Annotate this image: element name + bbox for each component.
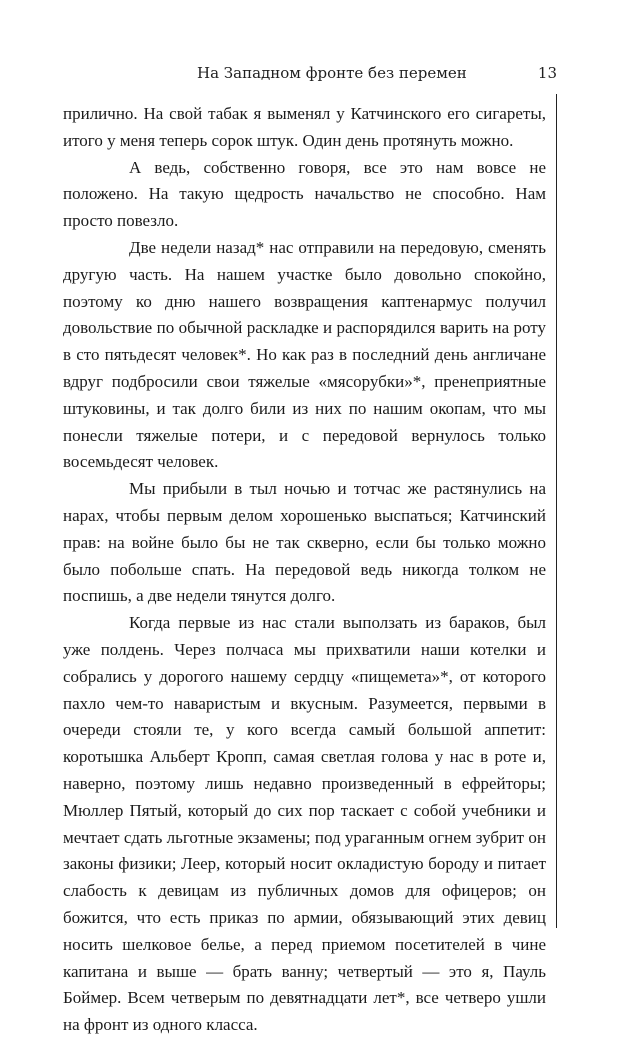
page-number: 13 [537,64,557,82]
paragraph: Когда первые из нас стали выползать из бараков, был уже полдень. Через полчаса мы прихватили наши котелки и собрались у дорогого нашему сердцу «пищемета»*, от которого пахло чем-то наваристым и вкусным. Разумеется, первыми в очереди стояли те, у кого всегда самый большой аппетит: коротышка Альберт Кропп, самая светлая голова у нас в роте и, наверно, поэтому лишь недавно произведенный в ефрейторы; Мюллер Пятый, который до сих пор таскает с собой учебники и мечтает сдать льготные экзамены; под ураганным огнем зубрит он законы физики; Леер, который носит окладистую бороду и питает слабость к девицам из публичных домов для офицеров; он божится, что есть приказ по армии, обязывающий этих девиц носить шелковое белье, а перед приемом посетителей в чине капитана и выше — брать ванну; четвертый — это я, Пауль Боймер. Всем четверым по девятнадцати лет*, все четверо ушли на фронт из одного класса. [63,613,546,1035]
margin-rule [556,94,557,928]
running-title: На Западном фронте без перемен [197,64,467,82]
paragraph: прилично. На свой табак я выменял у Катчинского его сигареты, итого у меня теперь сорок штук. Один день протянуть можно. [63,104,546,150]
body-text [63,101,546,1039]
paragraph: Две недели назад* нас отправили на передовую, сменять другую часть. На нашем участке было довольно спокойно, поэтому ко дню нашего возвращения каптенармус получил довольствие по обычной раскладке и распорядился варить на роту в сто пятьдесят человек*. Но как раз в последний день англичане вдруг подбросили свои тяжелые «мясорубки»*, пренеприятные штуковины, и так долго били из них по нашим окопам, что мы понесли тяжелые потери, и с передовой вернулось только восемьдесят человек. [63,237,546,472]
paragraph: Мы прибыли в тыл ночью и тотчас же растянулись на нарах, чтобы первым делом хорошенько выспаться; Катчинский прав: на войне было бы не так скверно, если бы только можно было побольше спать. На передовой ведь никогда толком не поспишь, а две недели тянутся долго. [63,479,546,606]
paragraph: А ведь, собственно говоря, все это нам вовсе не положено. На такую щедрость начальство не способно. Нам просто повезло. [63,157,546,231]
running-header [62,62,557,86]
